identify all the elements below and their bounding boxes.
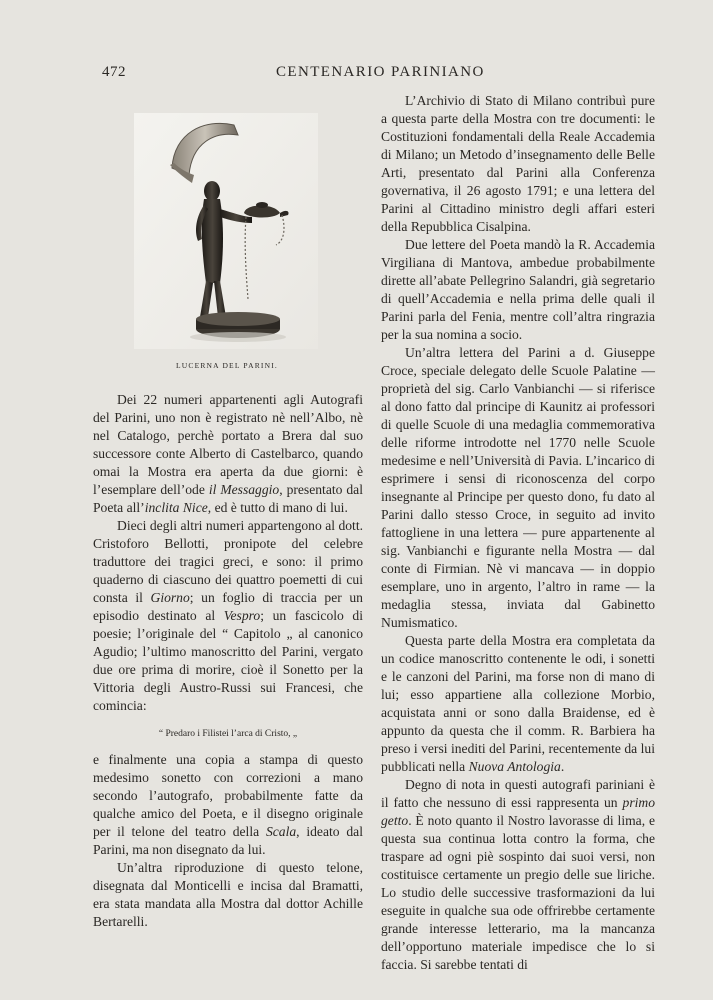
- text-run: e finalmente una copia a stampa di questo medesimo sonetto con correzioni a mano secondo l’autografo, probabilmente fatte da qualche amico del Poeta, e il disegno originale per il telone del teatro della: [93, 752, 363, 839]
- paragraph: [93, 391, 363, 517]
- text-run: . È noto quanto il Nostro lavorasse di lima, e questa sua continua lotta contro la forma, che traspare ad ogni piè sospinto dai suoi versi, non costituisce certamente un pregio delle sue liriche. Lo studio delle successive trasformazioni da lui eseguite in qualche sua ode offrirebbe certamente grande interesse letterario, ma la mancanza dell’opportuno materiale impedisce che lo si faccia. Si sarebbe tentati di: [381, 813, 655, 972]
- text-run: , presentato dal Poeta all’: [93, 482, 363, 515]
- paragraph: [381, 776, 655, 974]
- italic-title: Giorno: [150, 590, 190, 605]
- left-column: [93, 391, 363, 931]
- text-run: .: [560, 759, 565, 774]
- text-run: Dei 22 numeri appartenenti agli Autografi del Parini, uno non è registrato nè nell’Albo, nè nel Catalogo, perchè portato a Brera dal suo successore conte Alberto di Castelbarco, quando omai la Mostra era aperta da due giorni: è l’esemplare dell’ode: [93, 392, 363, 497]
- text-run: Degno di nota in questi autografi pariniani è il fatto che nessuno di essi rappresenta un: [381, 777, 655, 810]
- text-run: ; un foglio di traccia per un episodio destinato al: [93, 590, 363, 623]
- italic-title: il Messaggio: [208, 482, 280, 497]
- paragraph: Due lettere del Poeta mandò la R. Accademia Virgiliana di Mantova, ambedue probabilmente dirette all’abate Pellegrino Salandri, già segretario di quell’Accademia e nella prima delle quali il Parini parla del Fenia, mentre coll’altra ringrazia per la sua nomina a socio.: [381, 237, 655, 342]
- italic-title: inclita Nice: [144, 500, 208, 515]
- text-run: , ideato dal Parini, ma non disegnato da lui.: [93, 824, 363, 857]
- figure-caption: LUCERNA DEL PARINI.: [175, 361, 279, 370]
- paragraph: L’Archivio di Stato di Milano contribuì pure a questa parte della Mostra con tre documenti: le Costituzioni fondamentali della Reale Accademia di Milano; un Metodo d’insegnamento delle Belle Arti, presentato dal Parini alla Conferenza governativa, il 26 agosto 1791; e una lettera del Parini al Cittadino ministro degli affari esteri della Repubblica Cisalpina.: [381, 93, 655, 234]
- italic-title: primo getto: [381, 795, 655, 828]
- paragraph: [93, 517, 363, 715]
- paragraph: [93, 751, 363, 859]
- text-run: , ed è tutto di mano di lui.: [207, 500, 348, 515]
- paragraph: Un’altra riproduzione di questo telone, disegnata dal Monticelli e incisa dal Bramatti, era stata mandata alla Mostra dal dottor Achille Bertarelli.: [93, 860, 363, 929]
- lamp-photograph: [134, 113, 318, 349]
- text-run: Dieci degli altri numeri appartengono al dott. Cristoforo Bellotti, pronipote del celebre traduttore dei tragici greci, e sono: il primo quaderno di ciascuno dei quattro poemetti di cui consta il: [93, 518, 363, 605]
- right-column: [381, 92, 655, 974]
- text-run: Questa parte della Mostra era completata da un codice manoscritto contenente le odi, i sonetti e le canzoni del Parini, ma forse non di mano di lui; esso appartiene alla collezione Morbio, acquistata anni or sono dalla Braidense, ed è appunto da questa che il comm. R. Barbiera ha preso i versi inediti del Parini, recentemente da lui pubblicati nella: [381, 633, 655, 774]
- italic-title: Vespro: [223, 608, 261, 623]
- quoted-verse: “ Predaro i Filistei l’arca di Cristo, „: [158, 729, 298, 739]
- paragraph: [381, 632, 655, 776]
- page-number: 472: [102, 64, 126, 80]
- paragraph: Un’altra lettera del Parini a d. Giuseppe Croce, speciale delegato delle Scuole Palatine — proprietà del sig. Carlo Vanbianchi — si riferisce al dono fatto dal principe di Kaunitz ai professori di quelle Scuole di una medaglia commemorativa delle riforme introdotte nel 1770 nelle Scuole medesime e nell’Università di Pavia. L’incarico di esprimere i sensi di riconoscenza del corpo insegnante al Principe per questo dono, fu dato al Parini dallo stesso Croce, in seguito ad invito fattogliene in una lettera — pure appartenente al sig. Vanbianchi e figurante nella Mostra — dal conte di Firmian. Nè vi mancava — in doppio esemplare, uno in argento, l’altro in rame — la medaglia stessa, inviata dal Gabinetto Numismatico.: [381, 345, 655, 630]
- running-title: CENTENARIO PARINIANO: [276, 64, 485, 80]
- italic-title: Nuova Antologia: [468, 759, 561, 774]
- italic-title: Scala: [265, 824, 297, 839]
- text-run: ; un fascicolo di poesie; l’originale del “ Capitolo „ al canonico Agudio; l’ultimo manoscritto del Parini, vergato due ore prima di morire, cioè il Sonetto per la Vittoria degli Austro-Russi sui Francesi, che comincia:: [93, 608, 363, 713]
